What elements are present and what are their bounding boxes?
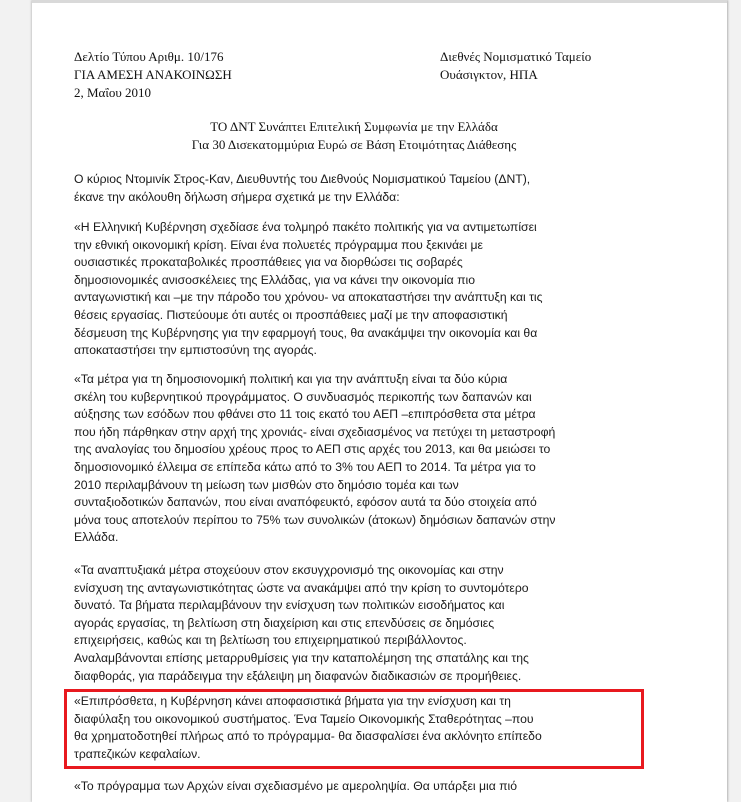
organization-name: Διεθνές Νομισματικό Ταμείο	[440, 49, 592, 64]
paragraph-2	[74, 371, 644, 547]
text-line: «Τα αναπτυξιακά μέτρα στοχεύουν στον εκσυγχρονισμό της οικονομίας και στην	[74, 563, 504, 577]
text-line: αποκαταστήσει την εμπιστοσύνη της αγοράς.	[74, 343, 317, 358]
paragraph-5	[74, 778, 644, 796]
text-line: «Το πρόγραμμα των Αρχών είναι σχεδιασμένο με αμεροληψία. Θα υπάρξει μια πιό	[74, 779, 518, 793]
text-line: μόνα τους αποτελούν περίπου το 75% των συνολικών (άτοκων) δημόσιων δαπανών στην	[74, 512, 556, 527]
text-line: επιχειρήσεις, καθώς και τη βελτίωση του επιχειρηματικού περιβάλλοντος.	[74, 633, 467, 648]
header-right-block	[440, 48, 591, 84]
text-line: θέσεις εργασίας. Πιστεύουμε ότι αυτές οι προσπάθειες μαζί με την αποφασιστική	[74, 307, 508, 322]
press-release-number: Δελτίο Τύπου Αριθμ. 10/176	[74, 49, 224, 64]
text-line: δέσμευση της Κυβέρνησης για την εφαρμογή τους, θα ανακάμψει την οικονομία και θα	[74, 325, 538, 340]
text-line: της αναλογίας του δημοσίου χρέους προς το ΑΕΠ στις αρχές του 2013, και θα μειώσει το	[74, 442, 551, 457]
text-line: την εθνική οικονομική κρίση. Είναι ένα πολυετές πρόγραμμα που ξεκινάει με	[74, 237, 483, 252]
text-line: δημοσιονομικές ανισοσκέλειες της Ελλάδας, για να κάνει την οικονομία πιο	[74, 272, 475, 287]
release-notice: ΓΙΑ ΑΜΕΣΗ ΑΝΑΚΟΙΝΩΣΗ	[74, 67, 232, 82]
title-line-2: Για 30 Δισεκατομμύρια Ευρώ σε Βάση Ετοιμότητας Διάθεσης	[191, 137, 517, 152]
text-line: θα χρηματοδοτηθεί πλήρως από το πρόγραμμα- θα διασφαλίσει ένα ακλόνητο επίπεδο	[74, 729, 542, 744]
text-line: έκανε την ακόλουθη δήλωση σήμερα σχετικά με την Ελλάδα:	[74, 189, 400, 204]
text-line: τραπεζικών κεφαλαίων.	[74, 746, 201, 761]
paragraph-4-highlighted	[74, 693, 644, 763]
text-line: «Επιπρόσθετα, η Κυβέρνηση κάνει αποφασιστικά βήματα για την ενίσχυση και τη	[74, 694, 511, 708]
text-line: «Η Ελληνική Κυβέρνηση σχεδίασε ένα τολμηρό πακέτο πολιτικής για να αντιμετωπίσει	[74, 220, 537, 234]
text-line: διαφθοράς, για παράδειγμα την εξάλειψη μη διαφανών διαδικασιών σε προμήθειες.	[74, 668, 522, 683]
text-line: αγοράς εργασίας, τη βελτίωση στη διαχείριση και στις επενδύσεις σε δημόσιες	[74, 615, 495, 630]
text-line: που ήδη πάρθηκαν στην αρχή της χρονιάς- είναι σχεδιασμένος να πετύχει τη μεταστροφή	[74, 424, 556, 439]
text-line: δημοσιονομικό έλλειμα σε επίπεδα κάτω από το 3% του ΑΕΠ το 2014. Τα μέτρα για το	[74, 459, 536, 474]
organization-location: Ουάσιγκτον, ΗΠΑ	[440, 67, 538, 82]
text-line: σκέλη του κυβερνητικού προγράμματος. Ο συνδυασμός περικοπής των δαπανών και	[74, 389, 532, 404]
paragraph-1	[74, 219, 644, 360]
text-line: Αναλαμβάνονται επίσης μεταρρυθμίσεις για την καταπολέμηση της σπατάλης και της	[74, 650, 529, 665]
text-line: ουσιαστικές προκαταβολικές προσπάθειες για να διορθώσει τις σοβαρές	[74, 255, 463, 270]
text-line: Ελλάδα.	[74, 530, 119, 545]
text-line: «Τα μέτρα για τη δημοσιονομική πολιτική και για την ανάπτυξη είναι τα δύο κύρια	[74, 372, 508, 386]
text-line: διαφύλαξη του οικονομικού συστήματος. Ένα Ταμείο Οικονομικής Σταθερότητας –που	[74, 711, 534, 726]
text-line: 2010 περιλαμβάνουν τη μείωση των μισθών στο δημόσιο τομέα και των	[74, 477, 459, 492]
header-left-block	[74, 48, 232, 102]
text-line: ενίσχυση της ανταγωνιστικότητας ώστε να ανακάμψει από την κρίση το συντομότερο	[74, 580, 529, 595]
paragraph-3	[74, 562, 644, 685]
release-date: 2, Μαΐου 2010	[74, 85, 152, 100]
text-line: ανταγωνιστική και –με την πάροδο του χρόνου- να αποκαταστήσει την ανάπτυξη και τις	[74, 290, 543, 305]
text-line: Ο κύριος Ντομινίκ Στρος-Καν, Διευθυντής του Διεθνούς Νομισματικού Ταμείου (ΔΝΤ),	[74, 172, 531, 186]
title-line-1: ΤΟ ΔΝΤ Συνάπτει Επιτελική Συμφωνία με την Ελλάδα	[210, 119, 498, 134]
text-line: δυνατό. Τα βήματα περιλαμβάνουν την ενίσχυση των πολιτικών εισοδήματος και	[74, 598, 505, 613]
document-title	[74, 118, 634, 154]
intro-paragraph	[74, 171, 644, 206]
text-line: αύξησης των εσόδων που φθάνει στο 11 τοις εκατό του ΑΕΠ –επιπρόσθετα στα μέτρα	[74, 407, 536, 422]
page-top-edge	[32, 0, 727, 3]
text-line: συνταξιοδοτικών δαπανών, που είναι αναπόφευκτό, εφόσον αυτά τα δύο στοιχεία από	[74, 495, 537, 510]
